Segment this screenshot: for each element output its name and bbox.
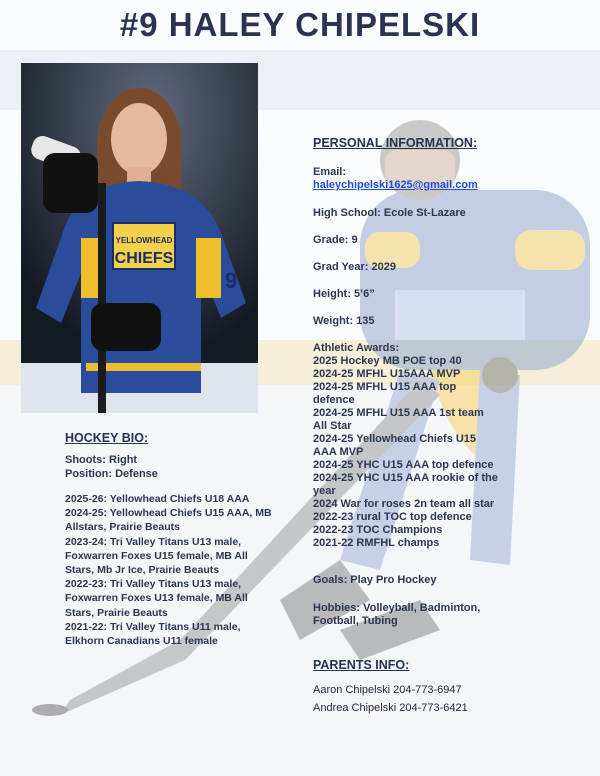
team-history-item: Allstars, Prairie Beauts [65, 521, 180, 534]
player-portrait-photo [21, 63, 258, 413]
parents-info-heading: PARENTS INFO: [313, 658, 410, 672]
svg-text:9: 9 [224, 268, 238, 293]
parents-list [313, 681, 468, 717]
email-link[interactable]: haleychipelski1625@gmail.com [313, 179, 478, 191]
team-history-item: Foxwarren Foxes U15 female, MB All [65, 549, 248, 562]
parent-contact: Aaron Chipelski 204-773-6947 [313, 684, 462, 696]
award-item: AAA MVP [313, 446, 364, 458]
award-item: 2024-25 MFHL U15AAA MVP [313, 368, 461, 380]
award-item: 2024-25 MFHL U15 AAA 1st team [313, 407, 484, 419]
athletic-awards-list [313, 355, 528, 550]
team-history-item: Stars, Mb Jr Ice, Prairie Beauts [65, 564, 220, 577]
award-item: defence [313, 394, 355, 406]
award-item: 2024-25 YHC U15 AAA top defence [313, 459, 494, 471]
award-item: year [313, 485, 336, 497]
award-item: 2022-23 rural TOC top defence [313, 511, 472, 523]
height: Height: 5’6” [313, 288, 375, 300]
weight: Weight: 135 [313, 315, 375, 327]
award-item: 2024 War for roses 2n team all star [313, 498, 495, 510]
parent-contact: Andrea Chipelski 204-773-6421 [313, 702, 468, 714]
svg-text:CHIEFS: CHIEFS [114, 250, 174, 267]
award-item: 2025 Hockey MB POE top 40 [313, 355, 462, 367]
personal-info-heading: PERSONAL INFORMATION: [313, 136, 478, 150]
team-history-item: Foxwarren Foxes U13 female, MB All [65, 592, 248, 605]
shoots: Shoots: Right [65, 454, 138, 466]
hobbies [313, 602, 480, 628]
hobbies-line: Football, Tubing [313, 615, 398, 627]
grade: Grade: 9 [313, 234, 358, 246]
grad-year: Grad Year: 2029 [313, 261, 396, 273]
team-history-item: 2025-26: Yellowhead Chiefs U18 AAA [65, 493, 250, 505]
award-item: All Star [313, 420, 352, 432]
goals: Goals: Play Pro Hockey [313, 574, 437, 586]
svg-text:YELLOWHEAD: YELLOWHEAD [115, 236, 173, 245]
team-history-item: 2022-23: Tri Valley Titans U13 male, [65, 578, 242, 591]
position: Position: Defense [65, 468, 158, 480]
high-school: High School: Ecole St-Lazare [313, 207, 466, 219]
award-item: 2024-25 Yellowhead Chiefs U15 [313, 433, 477, 445]
hobbies-line: Hobbies: Volleyball, Badminton, [313, 602, 481, 614]
award-item: 2024-25 MFHL U15 AAA top [313, 381, 457, 393]
award-item: 2022-23 TOC Champions [313, 524, 443, 536]
team-history-item: Stars, Prairie Beauts [65, 606, 168, 619]
team-history-item: Elkhorn Canadians U11 female [65, 635, 218, 648]
team-history-item: 2021-22: Tri Valley Titans U11 male, [65, 620, 241, 633]
email-label: Email: [313, 166, 347, 178]
hockey-bio-heading: HOCKEY BIO: [65, 431, 149, 445]
team-history-item: 2024-25: Yellowhead Chiefs U15 AAA, MB [65, 507, 272, 520]
page-title: #9 HALEY CHIPELSKI [119, 6, 481, 43]
athletic-awards-label: Athletic Awards: [313, 342, 400, 354]
award-item: 2024-25 YHC U15 AAA rookie of the [313, 472, 498, 484]
award-item: 2021-22 RMFHL champs [313, 537, 440, 549]
team-history-item: 2023-24: Tri Valley Titans U13 male, [65, 535, 242, 548]
team-history-list [65, 492, 300, 648]
